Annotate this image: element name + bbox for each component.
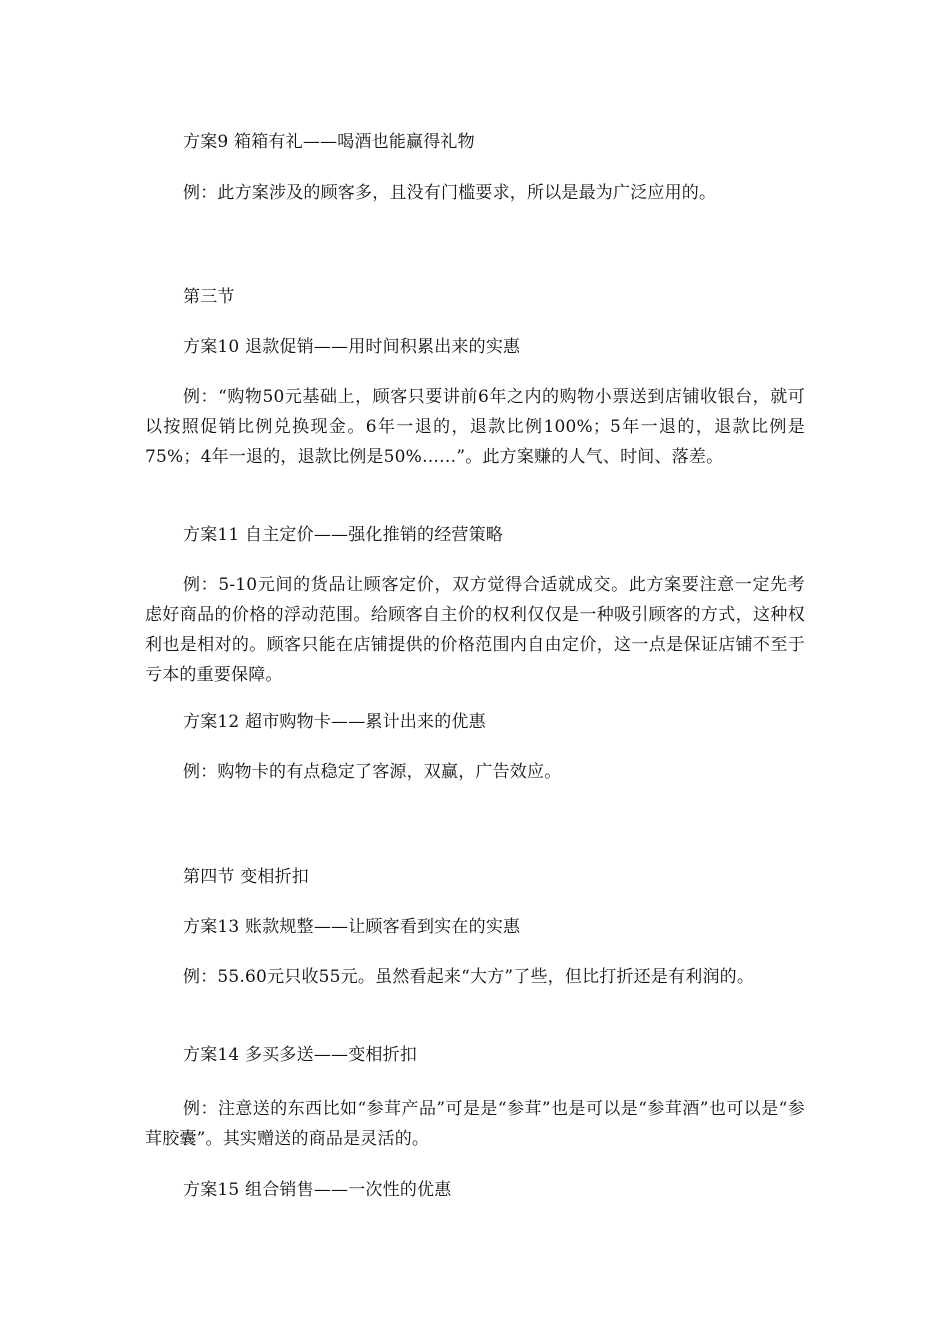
plan-13-example: 例：55.60元只收55元。虽然看起来“大方”了些，但比打折还是有利润的。 <box>183 967 755 987</box>
section-3-heading: 第三节 <box>183 287 235 307</box>
plan-13-heading: 方案13 账款规整——让顾客看到实在的实惠 <box>183 917 521 937</box>
plan-15-heading: 方案15 组合销售——一次性的优惠 <box>183 1180 452 1200</box>
plan-10-example: 例：“购物50元基础上，顾客只要讲前6年之内的购物小票送到店铺收银台，就可以按照促销比例兑换现金。6年一退的，退款比例100%；5年一退的，退款比例是75%；4年一退的，退款比例是50%……”。此方案赚的人气、时间、落差。 <box>145 387 805 467</box>
plan-9-heading: 方案9 箱箱有礼——喝酒也能赢得礼物 <box>183 132 475 152</box>
plan-11-heading: 方案11 自主定价——强化推销的经营策略 <box>183 525 504 545</box>
plan-11-example: 例：5-10元间的货品让顾客定价，双方觉得合适就成交。此方案要注意一定先考虑好商品的价格的浮动范围。给顾客自主价的权利仅仅是一种吸引顾客的方式，这种权利也是相对的。顾客只能在店铺提供的价格范围内自由定价，这一点是保证店铺不至于亏本的重要保障。 <box>145 575 805 685</box>
section-4-heading: 第四节 变相折扣 <box>183 867 310 887</box>
plan-12-heading: 方案12 超市购物卡——累计出来的优惠 <box>183 712 486 732</box>
plan-14-heading: 方案14 多买多送——变相折扣 <box>183 1045 418 1065</box>
plan-10-heading: 方案10 退款促销——用时间积累出来的实惠 <box>183 337 521 357</box>
plan-14-example: 例：注意送的东西比如“参茸产品”可是是“参茸”也是可以是“参茸酒”也可以是“参茸胶囊”。其实赠送的商品是灵活的。 <box>145 1099 805 1149</box>
plan-12-example: 例：购物卡的有点稳定了客源，双赢，广告效应。 <box>183 762 562 782</box>
plan-9-example: 例：此方案涉及的顾客多，且没有门槛要求，所以是最为广泛应用的。 <box>183 183 717 203</box>
